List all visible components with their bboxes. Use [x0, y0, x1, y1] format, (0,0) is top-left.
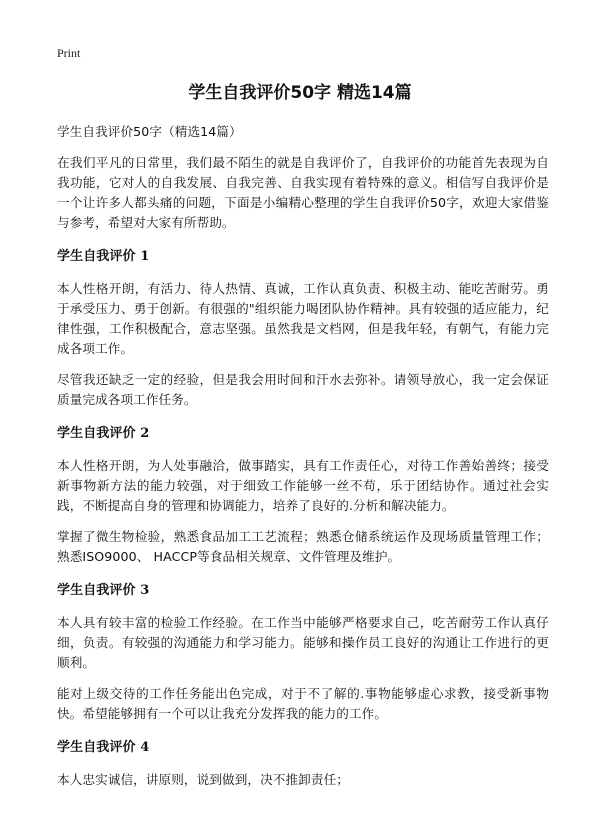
print-label: Print [57, 46, 81, 60]
section-heading-3: 学生自我评价 3 [57, 583, 150, 598]
section-heading-2: 学生自我评价 2 [57, 426, 150, 441]
section-2-paragraph-1: 本人性格开朗，为人处事融洽，做事踏实，具有工作责任心，对待工作善始善终；接受新事物新方法的能力较强，对于细致工作能够一丝不苟，乐于团结协作。通过社会实践，不断提高自身的管理和协调能力，培养了良好的.分析和解决能力。 [57, 458, 549, 513]
section-1-paragraph-1: 本人性格开朗，有活力、待人热情、真诚，工作认真负责、积极主动、能吃苦耐劳。勇于承受压力、勇于创新。有很强的"组织能力喝团队协作精神。具有较强的适应能力，纪律性强，工作积极配合，意志坚强。虽然我是文档网，但是我年轻，有朝气，有能力完成各项工作。 [57, 281, 549, 356]
section-heading-1: 学生自我评价 1 [57, 249, 150, 264]
document-title: 学生自我评价50字 精选14篇 [188, 83, 412, 103]
section-2-paragraph-2: 掌握了微生物检验，熟悉食品加工工艺流程；熟悉仓储系统运作及现场质量管理工作；熟悉ISO9000、 HACCP等食品相关规章、文件管理及维护。 [57, 529, 549, 564]
section-3-paragraph-2: 能对上级交待的工作任务能出色完成，对于不了解的.事物能够虚心求教，接受新事物快。希望能够拥有一个可以让我充分发挥我的能力的工作。 [57, 686, 549, 721]
section-heading-4: 学生自我评价 4 [57, 740, 150, 755]
intro-paragraph: 在我们平凡的日常里，我们最不陌生的就是自我评价了，自我评价的功能首先表现为自我功能，它对人的自我发展、自我完善、自我实现有着特殊的意义。相信写自我评价是一个让许多人都头痛的问题，下面是小编精心整理的学生自我评价50字，欢迎大家借鉴与参考，希望对大家有所帮助。 [57, 155, 549, 230]
document-body [57, 122, 549, 801]
document-subtitle: 学生自我评价50字（精选14篇） [57, 124, 242, 139]
section-1-paragraph-2: 尽管我还缺乏一定的经验，但是我会用时间和汗水去弥补。请领导放心，我一定会保证质量完成各项工作任务。 [57, 372, 549, 407]
section-3-paragraph-1: 本人具有较丰富的检验工作经验。在工作当中能够严格要求自己，吃苦耐劳工作认真仔细，负责。有较强的沟通能力和学习能力。能够和操作员工良好的沟通让工作进行的更顺利。 [57, 615, 549, 670]
section-4-paragraph-1: 本人忠实诚信，讲原则，说到做到，决不推卸责任； [57, 772, 349, 787]
